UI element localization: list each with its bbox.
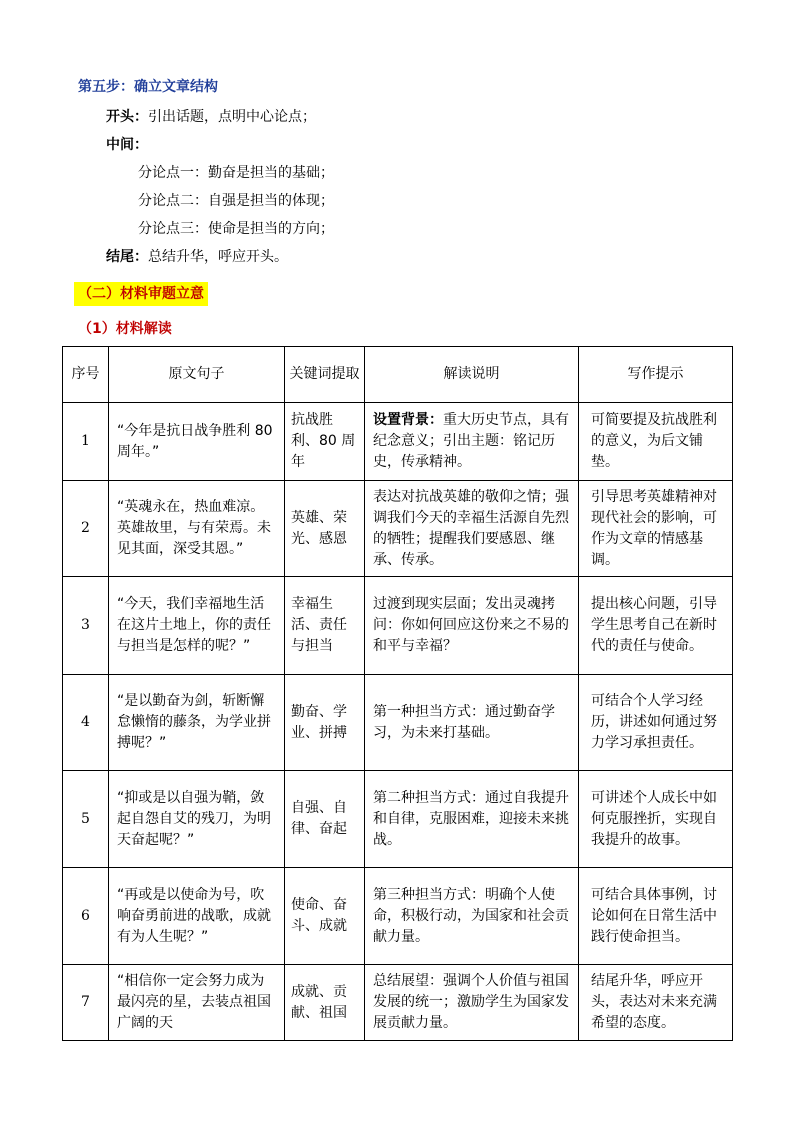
row-original: “今年是抗日战争胜利 80周年。” [109,403,285,481]
row-number: 5 [63,771,109,868]
explanation-bold: 设置背景： [373,412,443,428]
row-explanation: 表达对抗战英雄的敬仰之情；强调我们今天的幸福生活源自先烈的牺牲；提醒我们要感恩、继承、传承。 [365,481,579,577]
row-original: “再或是以使命为号，吹响奋勇前进的战歌，成就有为人生呢？” [109,868,285,965]
row-tip: 引导思考英雄精神对现代社会的影响，可作为文章的情感基调。 [579,481,733,577]
table-row [63,675,733,771]
opening-label: 开头： [106,109,148,125]
row-keywords: 抗战胜利、80 周年 [285,403,365,481]
row-number: 2 [63,481,109,577]
table-row [63,403,733,481]
opening-text: 引出话题，点明中心论点； [148,109,316,125]
header-number: 序号 [63,347,109,403]
table-row [63,481,733,577]
row-tip: 提出核心问题，引导学生思考自己在新时代的责任与使命。 [579,577,733,675]
row-explanation [365,403,579,481]
outline-point-2: 分论点二：自强是担当的体现； [138,193,334,209]
step-five-title: 第五步：确立文章结构 [78,79,218,95]
row-tip: 可简要提及抗战胜利的意义，为后文铺垫。 [579,403,733,481]
ending-label: 结尾： [106,249,148,265]
table-row [63,868,733,965]
row-number: 3 [63,577,109,675]
row-original: “抑或是以自强为鞘，敛起自怨自艾的残刀，为明天奋起呢？” [109,771,285,868]
header-explanation: 解读说明 [365,347,579,403]
row-explanation: 过渡到现实层面；发出灵魂拷问：你如何回应这份来之不易的和平与幸福？ [365,577,579,675]
outline-opening [106,106,316,128]
header-keywords: 关键词提取 [285,347,365,403]
row-keywords: 英雄、荣光、感恩 [285,481,365,577]
row-original: “英魂永在，热血难凉。英雄故里，与有荣焉。未见其面，深受其恩。” [109,481,285,577]
row-explanation: 第一种担当方式：通过勤奋学习，为未来打基础。 [365,675,579,771]
row-keywords: 勤奋、学业、拼搏 [285,675,365,771]
outline-point-3: 分论点三：使命是担当的方向； [138,221,334,237]
row-number: 6 [63,868,109,965]
row-number: 4 [63,675,109,771]
row-keywords: 自强、自律、奋起 [285,771,365,868]
explanation-text: 重大历史节点，具有纪念意义；引出主题：铭记历史，传承精神。 [373,412,569,470]
row-tip: 可讲述个人成长中如何克服挫折，实现自我提升的故事。 [579,771,733,868]
row-keywords: 成就、贡献、祖国 [285,965,365,1041]
header-original: 原文句子 [109,347,285,403]
row-original: “是以勤奋为剑，斩断懈怠懒惰的藤条，为学业拼搏呢？” [109,675,285,771]
row-explanation: 总结展望：强调个人价值与祖国发展的统一；激励学生为国家发展贡献力量。 [365,965,579,1041]
row-explanation: 第三种担当方式：明确个人使命，积极行动，为国家和社会贡献力量。 [365,868,579,965]
subsection-title: （1）材料解读 [78,321,172,337]
row-tip: 可结合具体事例，讨论如何在日常生活中践行使命担当。 [579,868,733,965]
row-tip: 可结合个人学习经历，讲述如何通过努力学习承担责任。 [579,675,733,771]
row-number: 7 [63,965,109,1041]
outline-ending [106,246,288,268]
material-analysis-table [62,346,733,1041]
row-original: “今天，我们幸福地生活在这片土地上，你的责任与担当是怎样的呢？” [109,577,285,675]
row-tip: 结尾升华，呼应开头，表达对未来充满希望的态度。 [579,965,733,1041]
row-number: 1 [63,403,109,481]
row-keywords: 使命、奋斗、成就 [285,868,365,965]
table-row [63,577,733,675]
table-row [63,965,733,1041]
table-row [63,771,733,868]
outline-middle-label: 中间： [106,137,148,153]
ending-text: 总结升华，呼应开头。 [148,249,288,265]
header-tip: 写作提示 [579,347,733,403]
row-explanation: 第二种担当方式：通过自我提升和自律，克服困难，迎接未来挑战。 [365,771,579,868]
outline-point-1: 分论点一：勤奋是担当的基础； [138,165,334,181]
row-original: “相信你一定会努力成为最闪亮的星，去装点祖国广阔的天 [109,965,285,1041]
section-title: （二）材料审题立意 [74,282,208,306]
table-header-row [63,347,733,403]
row-keywords: 幸福生活、责任与担当 [285,577,365,675]
